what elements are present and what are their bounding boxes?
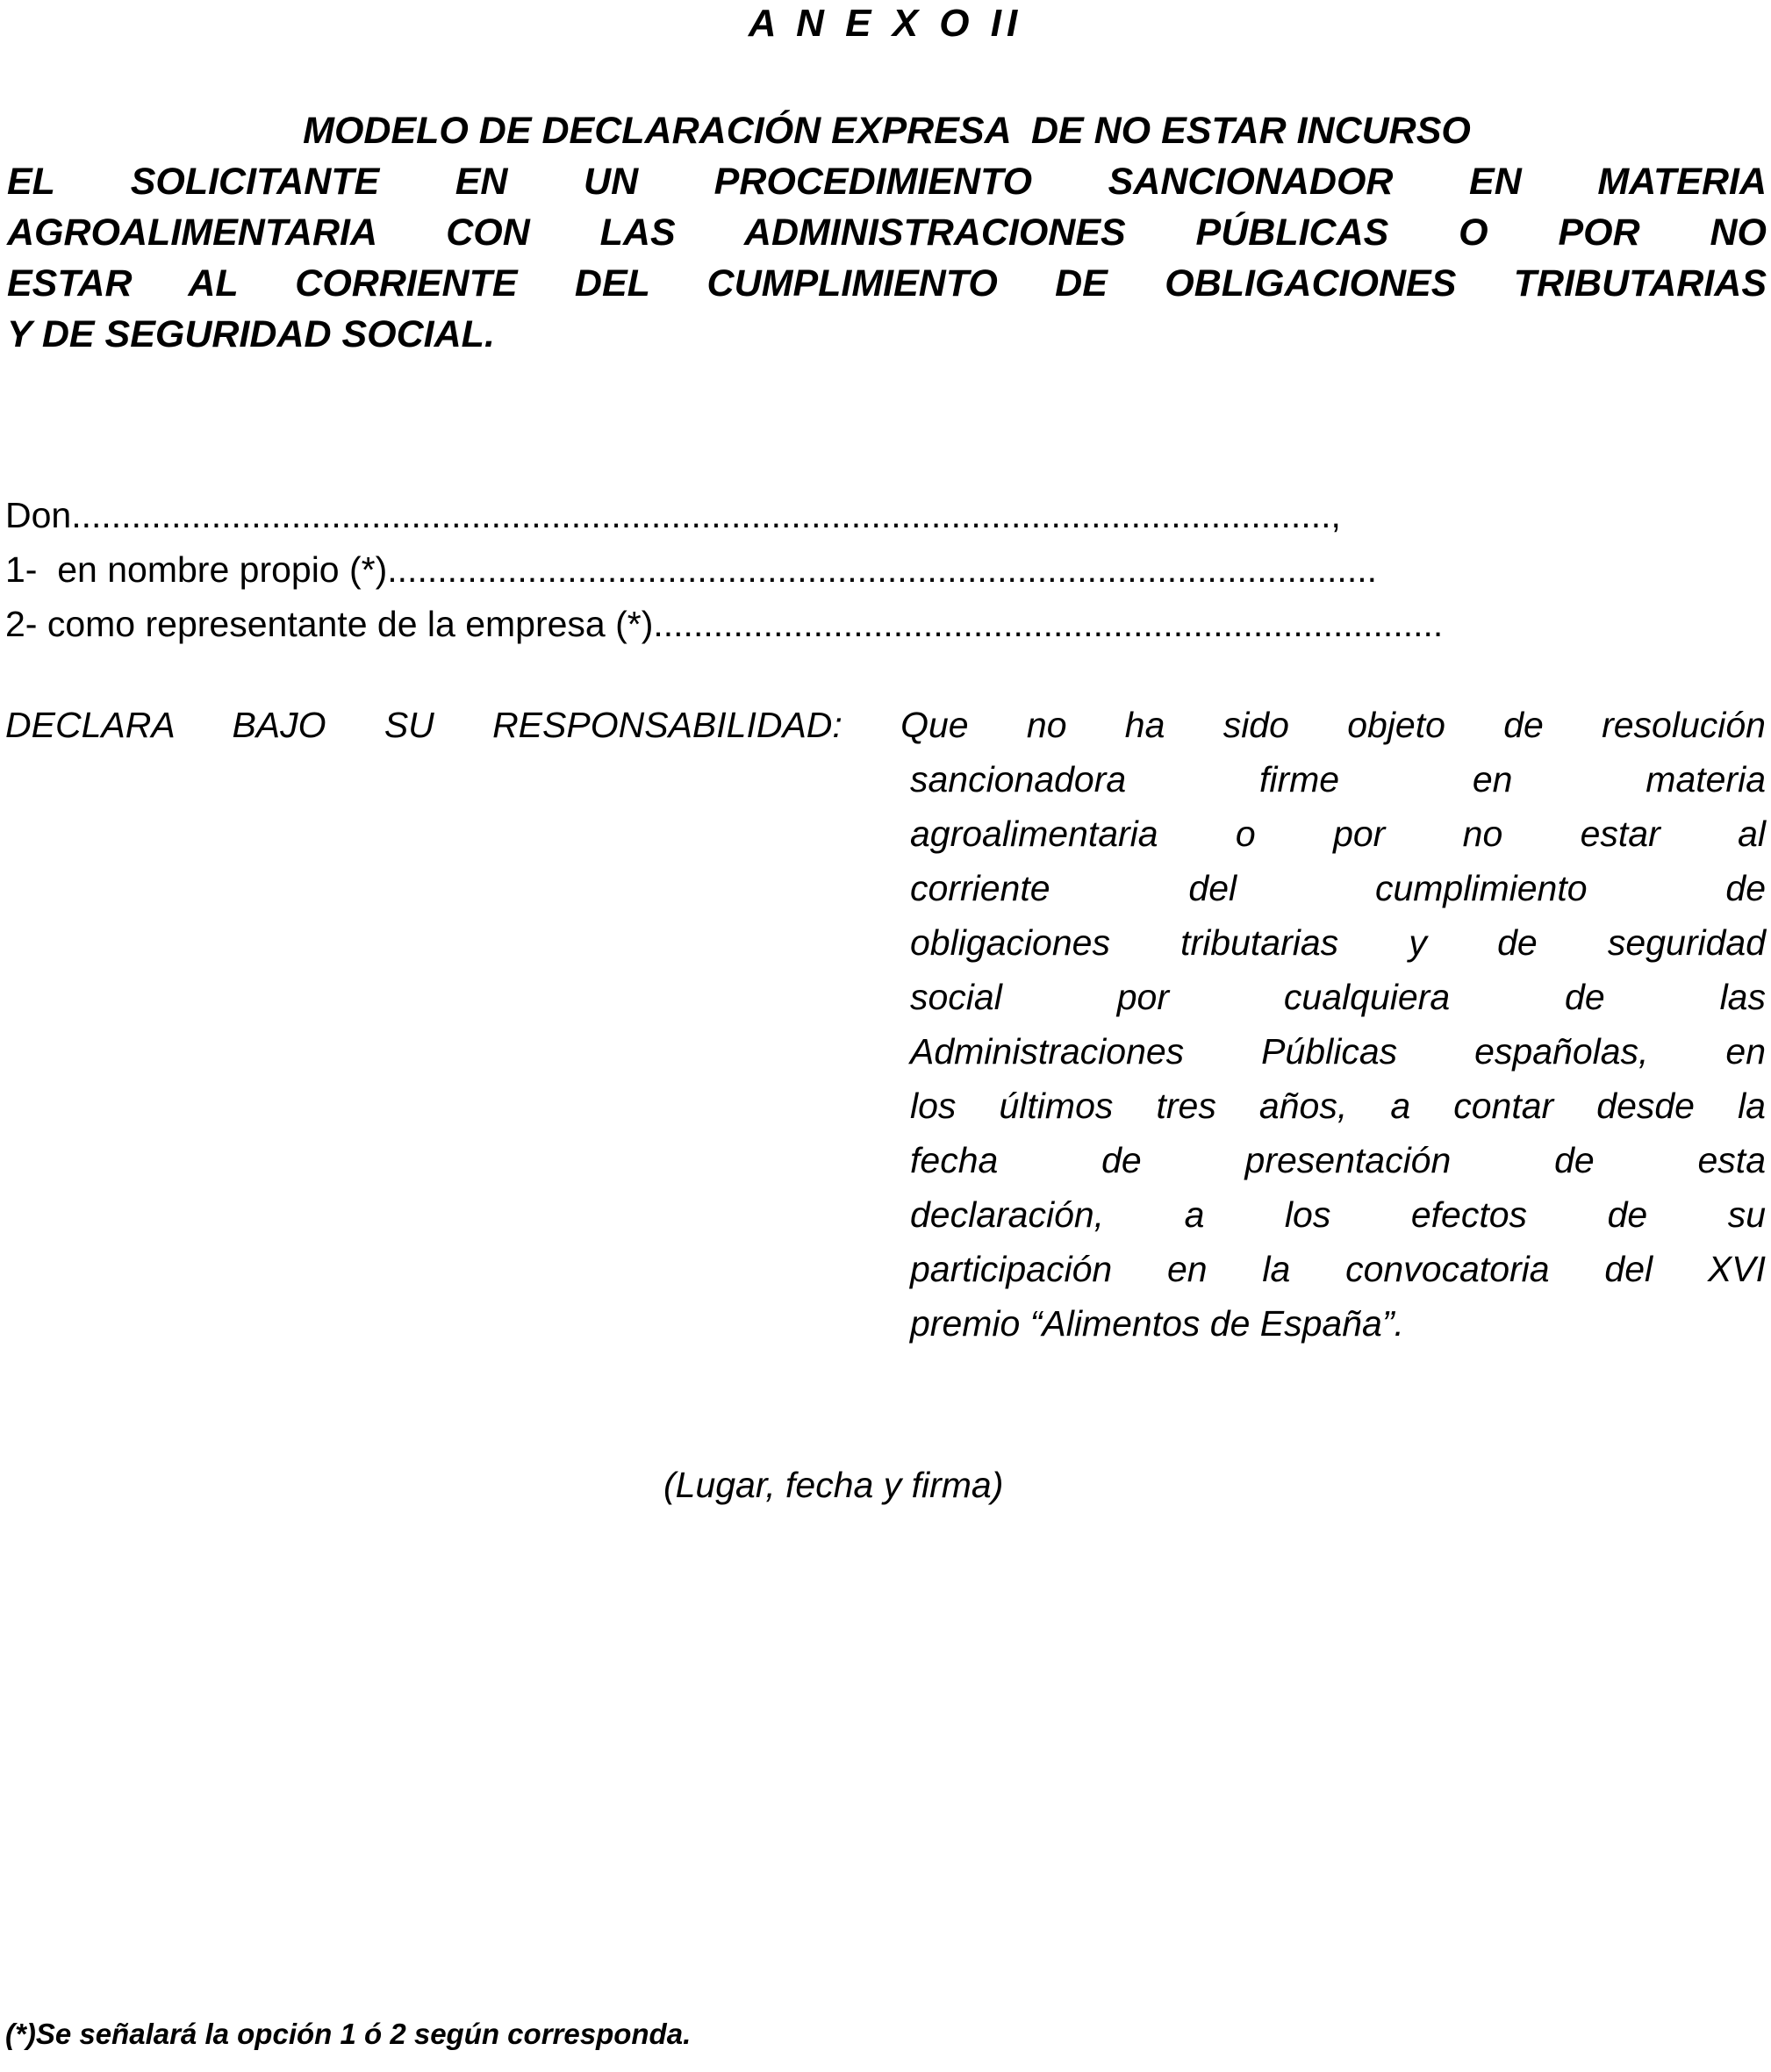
option-2-line (5, 597, 1766, 651)
document-heading (7, 105, 1767, 360)
declaration-line-10: declaración, a los efectos de su (910, 1194, 1766, 1235)
declaration-line-6: social por cualquiera de las (910, 977, 1766, 1017)
signature-placeholder: (Lugar, fecha y firma) (663, 1465, 1004, 1505)
declaration-line-1: DECLARA BAJO SU RESPONSABILIDAD: Que no ha sido objeto de resolución (5, 705, 1766, 745)
option-1-label: 1- en nombre propio (*) (5, 549, 388, 590)
annex-title: A N E X O II (748, 2, 1023, 45)
option-2-fill-line[interactable]: ............................................................................... (653, 604, 1444, 644)
heading-line-3: AGROALIMENTARIA CON LAS ADMINISTRACIONES PÚBLICAS O POR NO (7, 212, 1767, 254)
declaration-line-2: sancionadora firme en materia (910, 759, 1766, 799)
heading-line-1: MODELO DE DECLARACIÓN EXPRESA DE NO ESTAR INCURSO (303, 110, 1471, 152)
heading-line-4: ESTAR AL CORRIENTE DEL CUMPLIMIENTO DE OBLIGACIONES TRIBUTARIAS (7, 262, 1767, 305)
option-1-line (5, 542, 1766, 597)
don-label: Don (5, 495, 72, 535)
heading-line-2: EL SOLICITANTE EN UN PROCEDIMIENTO SANCIONADOR EN MATERIA (7, 161, 1767, 203)
footnote: (*)Se señalará la opción 1 ó 2 según corresponda. (5, 2018, 692, 2050)
declaration-line-12: premio “Alimentos de España”. (910, 1303, 1404, 1344)
declaration-paragraph (5, 698, 1766, 1351)
declaration-line-7: Administraciones Públicas españolas, en (910, 1031, 1766, 1072)
declaration-line-4: corriente del cumplimiento de (910, 868, 1766, 908)
option-1-fill-line[interactable]: ................................................................................................... (387, 549, 1377, 590)
heading-line-5: Y DE SEGURIDAD SOCIAL. (7, 313, 495, 355)
don-line (5, 488, 1766, 542)
don-fill-line[interactable]: .............................................................................................................................., (71, 495, 1341, 535)
option-2-label: 2- como representante de la empresa (*) (5, 604, 654, 644)
form-fields (5, 488, 1766, 651)
declaration-line-9: fecha de presentación de esta (910, 1140, 1766, 1180)
declaration-line-8: los últimos tres años, a contar desde la (910, 1086, 1766, 1126)
declaration-line-5: obligaciones tributarias y de seguridad (910, 922, 1766, 963)
declaration-line-11: participación en la convocatoria del XVI (910, 1249, 1766, 1289)
declaration-line-3: agroalimentaria o por no estar al (910, 814, 1766, 854)
